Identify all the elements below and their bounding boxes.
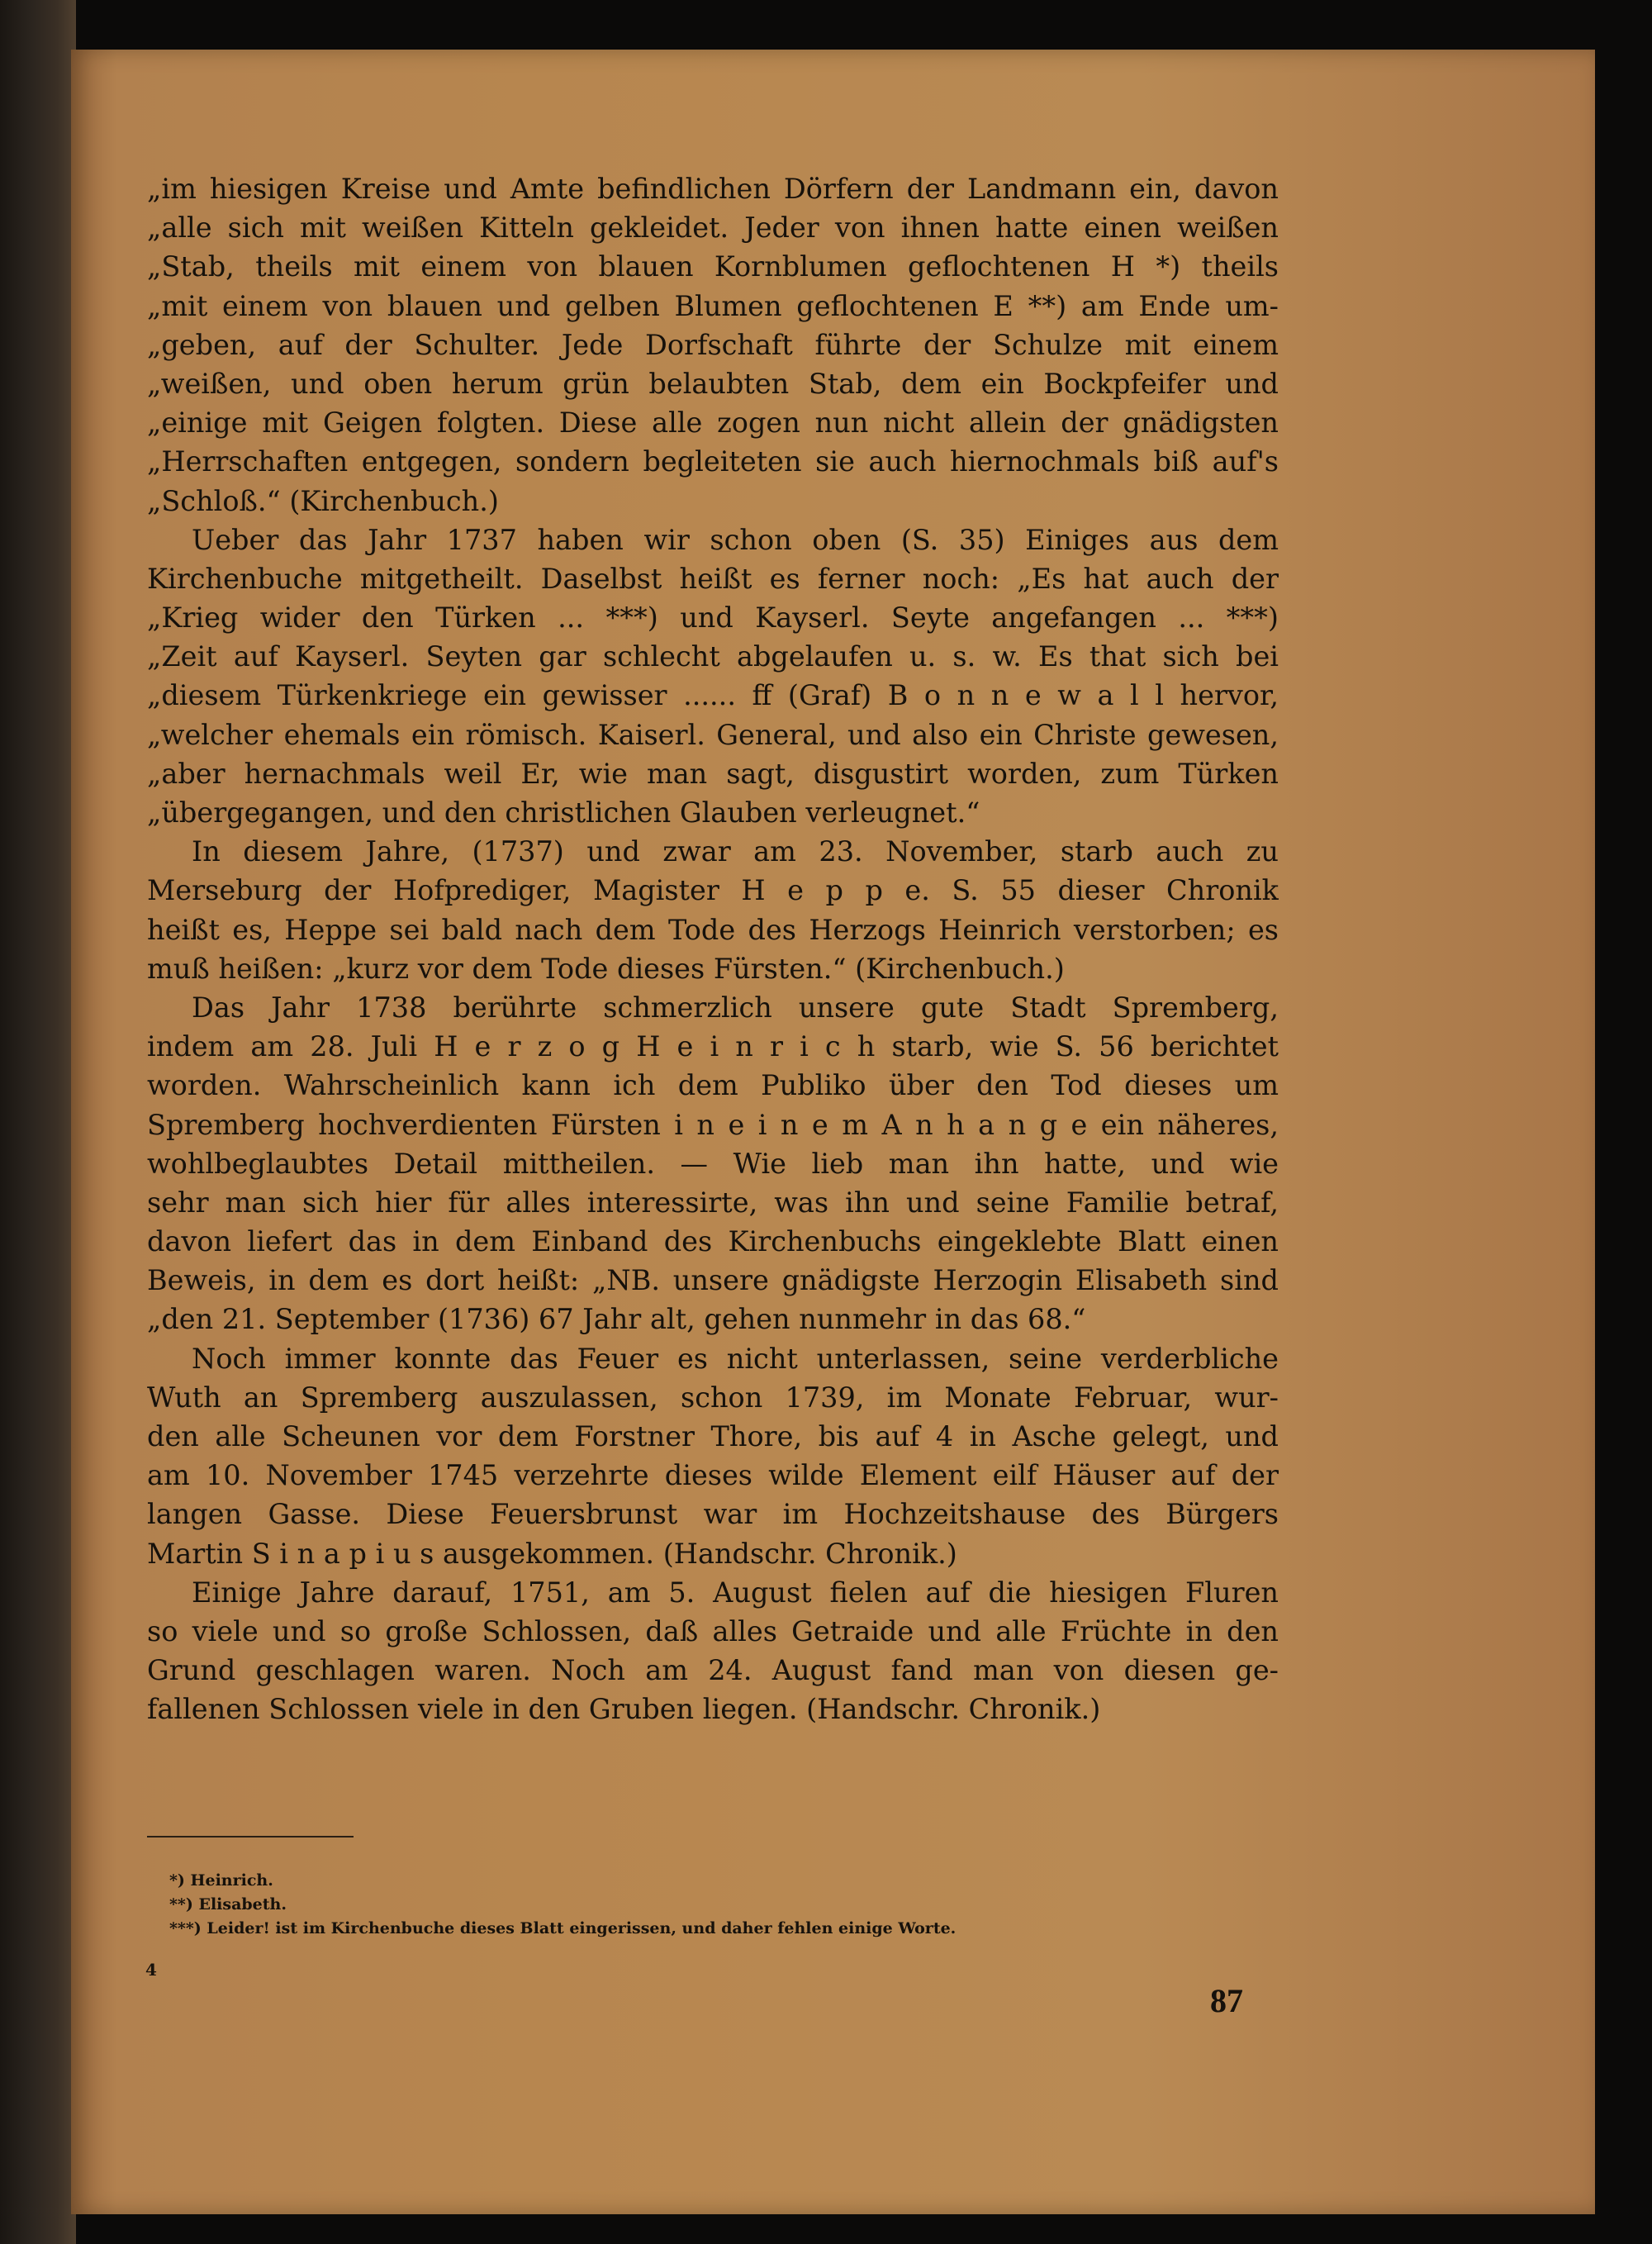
footnote-rule [147, 1836, 354, 1838]
text-line: Spremberg hochverdienten Fürsten i n e i n e m A n h a n g e ein näheres, [147, 1108, 1279, 1141]
paragraph-start: Ueber das Jahr 1737 haben wir schon oben (S. 35) Einiges aus dem [192, 523, 1279, 556]
text-line: indem am 28. Juli H e r z o g H e i n r i c h starb, wie S. 56 berichtet [147, 1030, 1279, 1063]
text-line: „Stab, theils mit einem von blauen Kornblumen geflochtenen H *) theils [147, 250, 1279, 283]
text-line: „diesem Türkenkriege ein gewisser ...... ff (Graf) B o n n e w a l l hervor, [147, 679, 1279, 712]
footnote: ***) Leider! ist im Kirchenbuche dieses Blatt eingerissen, und daher fehlen einige Worte. [169, 1919, 957, 1937]
text-line: worden. Wahrscheinlich kann ich dem Publiko über den Tod dieses um [147, 1069, 1279, 1102]
text-line: „welcher ehemals ein römisch. Kaiserl. General, und also ein Christe gewesen, [147, 718, 1279, 751]
text-line: sehr man sich hier für alles interessirte, was ihn und seine Familie betraf, [147, 1186, 1279, 1219]
text-line: wohlbeglaubtes Detail mittheilen. — Wie lieb man ihn hatte, und wie [147, 1147, 1279, 1180]
text-line: so viele und so große Schlossen, daß alles Getraide und alle Früchte in den [147, 1614, 1279, 1647]
text-line: am 10. November 1745 verzehrte dieses wilde Element eilf Häuser auf der [147, 1459, 1279, 1492]
text-line: „mit einem von blauen und gelben Blumen geflochtenen E **) am Ende um- [147, 289, 1279, 322]
text-line: davon liefert das in dem Einband des Kirchenbuchs eingeklebte Blatt einen [147, 1225, 1279, 1258]
footnote: **) Elisabeth. [169, 1895, 287, 1914]
text-line: „alle sich mit weißen Kitteln gekleidet. Jeder von ihnen hatte einen weißen [147, 212, 1279, 245]
text-line: „Herrschaften entgegen, sondern begleiteten sie auch hiernochmals biß auf's [147, 445, 1279, 478]
text-line: „einige mit Geigen folgten. Diese alle zogen nun nicht allein der gnädigsten [147, 406, 1279, 440]
paragraph-start: Noch immer konnte das Feuer es nicht unterlassen, seine verderbliche [192, 1342, 1279, 1375]
text-line: „den 21. September (1736) 67 Jahr alt, gehen nunmehr in das 68.“ [147, 1303, 1086, 1336]
text-line: „übergegangen, und den christlichen Glauben verleugnet.“ [147, 796, 980, 829]
text-line: langen Gasse. Diese Feuersbrunst war im Hochzeitshause des Bürgers [147, 1498, 1279, 1531]
text-line: den alle Scheunen vor dem Forstner Thore, bis auf 4 in Asche gelegt, und [147, 1420, 1279, 1452]
book-spine [0, 0, 76, 2244]
text-line: fallenen Schlossen viele in den Gruben liegen. (Handschr. Chronik.) [147, 1693, 1101, 1726]
text-line: „Zeit auf Kayserl. Seyten gar schlecht abgelaufen u. s. w. Es that sich bei [147, 640, 1279, 673]
text-line: „weißen, und oben herum grün belaubten Stab, dem ein Bockpfeifer und [147, 367, 1279, 400]
text-line: Wuth an Spremberg auszulassen, schon 1739, im Monate Februar, wur- [147, 1381, 1279, 1414]
text-line: Kirchenbuche mitgetheilt. Daselbst heißt es ferner noch: „Es hat auch der [147, 562, 1279, 595]
page-number: 87 [1210, 1982, 1243, 2019]
text-line: Beweis, in dem es dort heißt: „NB. unsere gnädigste Herzogin Elisabeth sind [147, 1264, 1279, 1297]
paragraph-start: Das Jahr 1738 berührte schmerzlich unsere gute Stadt Spremberg, [192, 991, 1279, 1024]
text-line: „im hiesigen Kreise und Amte befindlichen Dörfern der Landmann ein, davon [147, 173, 1279, 205]
paragraph-start: In diesem Jahre, (1737) und zwar am 23. November, starb auch zu [192, 835, 1279, 868]
text-line: „Krieg wider den Türken ... ***) und Kayserl. Seyte angefangen ... ***) [147, 601, 1279, 635]
signature-mark: 4 [145, 1960, 157, 1980]
text-line: heißt es, Heppe sei bald nach dem Tode des Herzogs Heinrich verstorben; es [147, 913, 1279, 946]
text-line: „aber hernachmals weil Er, wie man sagt, disgustirt worden, zum Türken [147, 757, 1279, 790]
footnotes [169, 1869, 1243, 1941]
text-line: muß heißen: „kurz vor dem Tode dieses Fürsten.“ (Kirchenbuch.) [147, 952, 1065, 985]
text-line: Merseburg der Hofprediger, Magister H e p p e. S. 55 dieser Chronik [147, 874, 1279, 907]
text-line: „Schloß.“ (Kirchenbuch.) [147, 484, 499, 517]
paragraph-start: Einige Jahre darauf, 1751, am 5. August fielen auf die hiesigen Fluren [192, 1576, 1279, 1609]
text-line: Grund geschlagen waren. Noch am 24. August fand man von diesen ge- [147, 1654, 1279, 1687]
body-text [147, 169, 1279, 1729]
footnote: *) Heinrich. [169, 1871, 273, 1890]
text-line: Martin S i n a p i u s ausgekommen. (Handschr. Chronik.) [147, 1537, 957, 1570]
text-line: „geben, auf der Schulter. Jede Dorfschaft führte der Schulze mit einem [147, 328, 1279, 361]
